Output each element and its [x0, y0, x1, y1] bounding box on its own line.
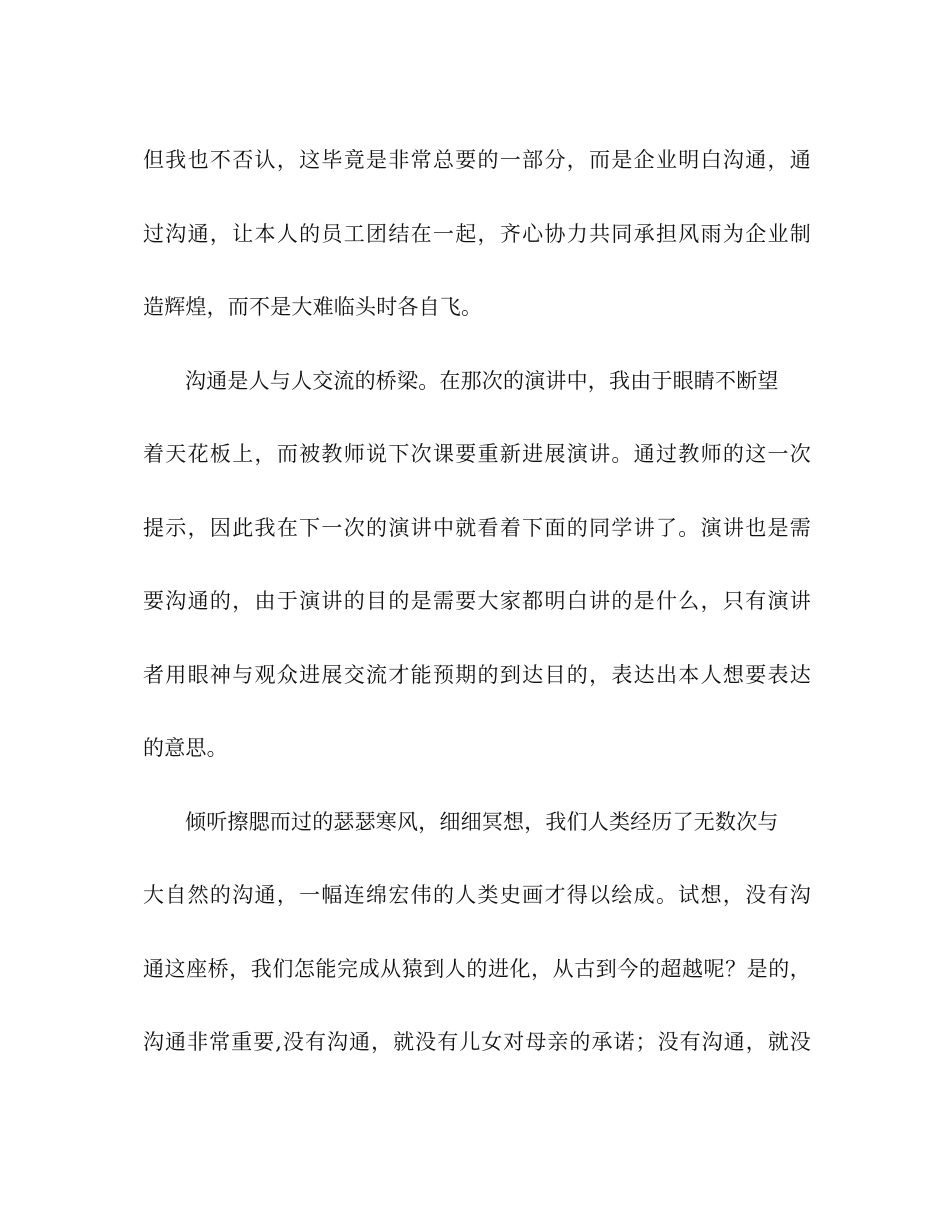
text-line: 提示，因此我在下一次的演讲中就看着下面的同学讲了。演讲也是需: [143, 515, 811, 540]
text-line: 造辉煌，而不是大难临头时各自飞。: [143, 295, 483, 319]
text-line: 的意思。: [143, 736, 228, 760]
text-line: 通这座桥，我们怎能完成从猿到人的进化，从古到今的超越呢？是的，: [143, 956, 811, 981]
text-line: 沟通非常重要,没有沟通，就没有儿女对母亲的承诺；没有沟通，就没: [143, 1030, 811, 1054]
text-line: 但我也不否认，这毕竟是非常总要的一部分，而是企业明白沟通，通: [143, 148, 811, 172]
paragraph-first-line: 倾听擦腮而过的瑟瑟寒风，细细冥想，我们人类经历了无数次与: [185, 809, 779, 834]
body-text: [143, 137, 811, 1093]
text-line: 大自然的沟通，一幅连绵宏伟的人类史画才得以绘成。试想，没有沟: [143, 883, 811, 907]
text-line: 要沟通的，由于演讲的目的是需要大家都明白讲的是什么，只有演讲: [143, 589, 811, 613]
text-line: 过沟通，让本人的员工团结在一起，齐心协力共同承担风雨为企业制: [143, 221, 811, 246]
text-line: 着天花板上，而被教师说下次课要重新进展演讲。通过教师的这一次: [143, 442, 811, 466]
paragraph-first-line: 沟通是人与人交流的桥梁。在那次的演讲中，我由于眼睛不断望: [185, 368, 779, 393]
text-line: 者用眼神与观众进展交流才能预期的到达目的，表达出本人想要表达: [143, 662, 811, 687]
